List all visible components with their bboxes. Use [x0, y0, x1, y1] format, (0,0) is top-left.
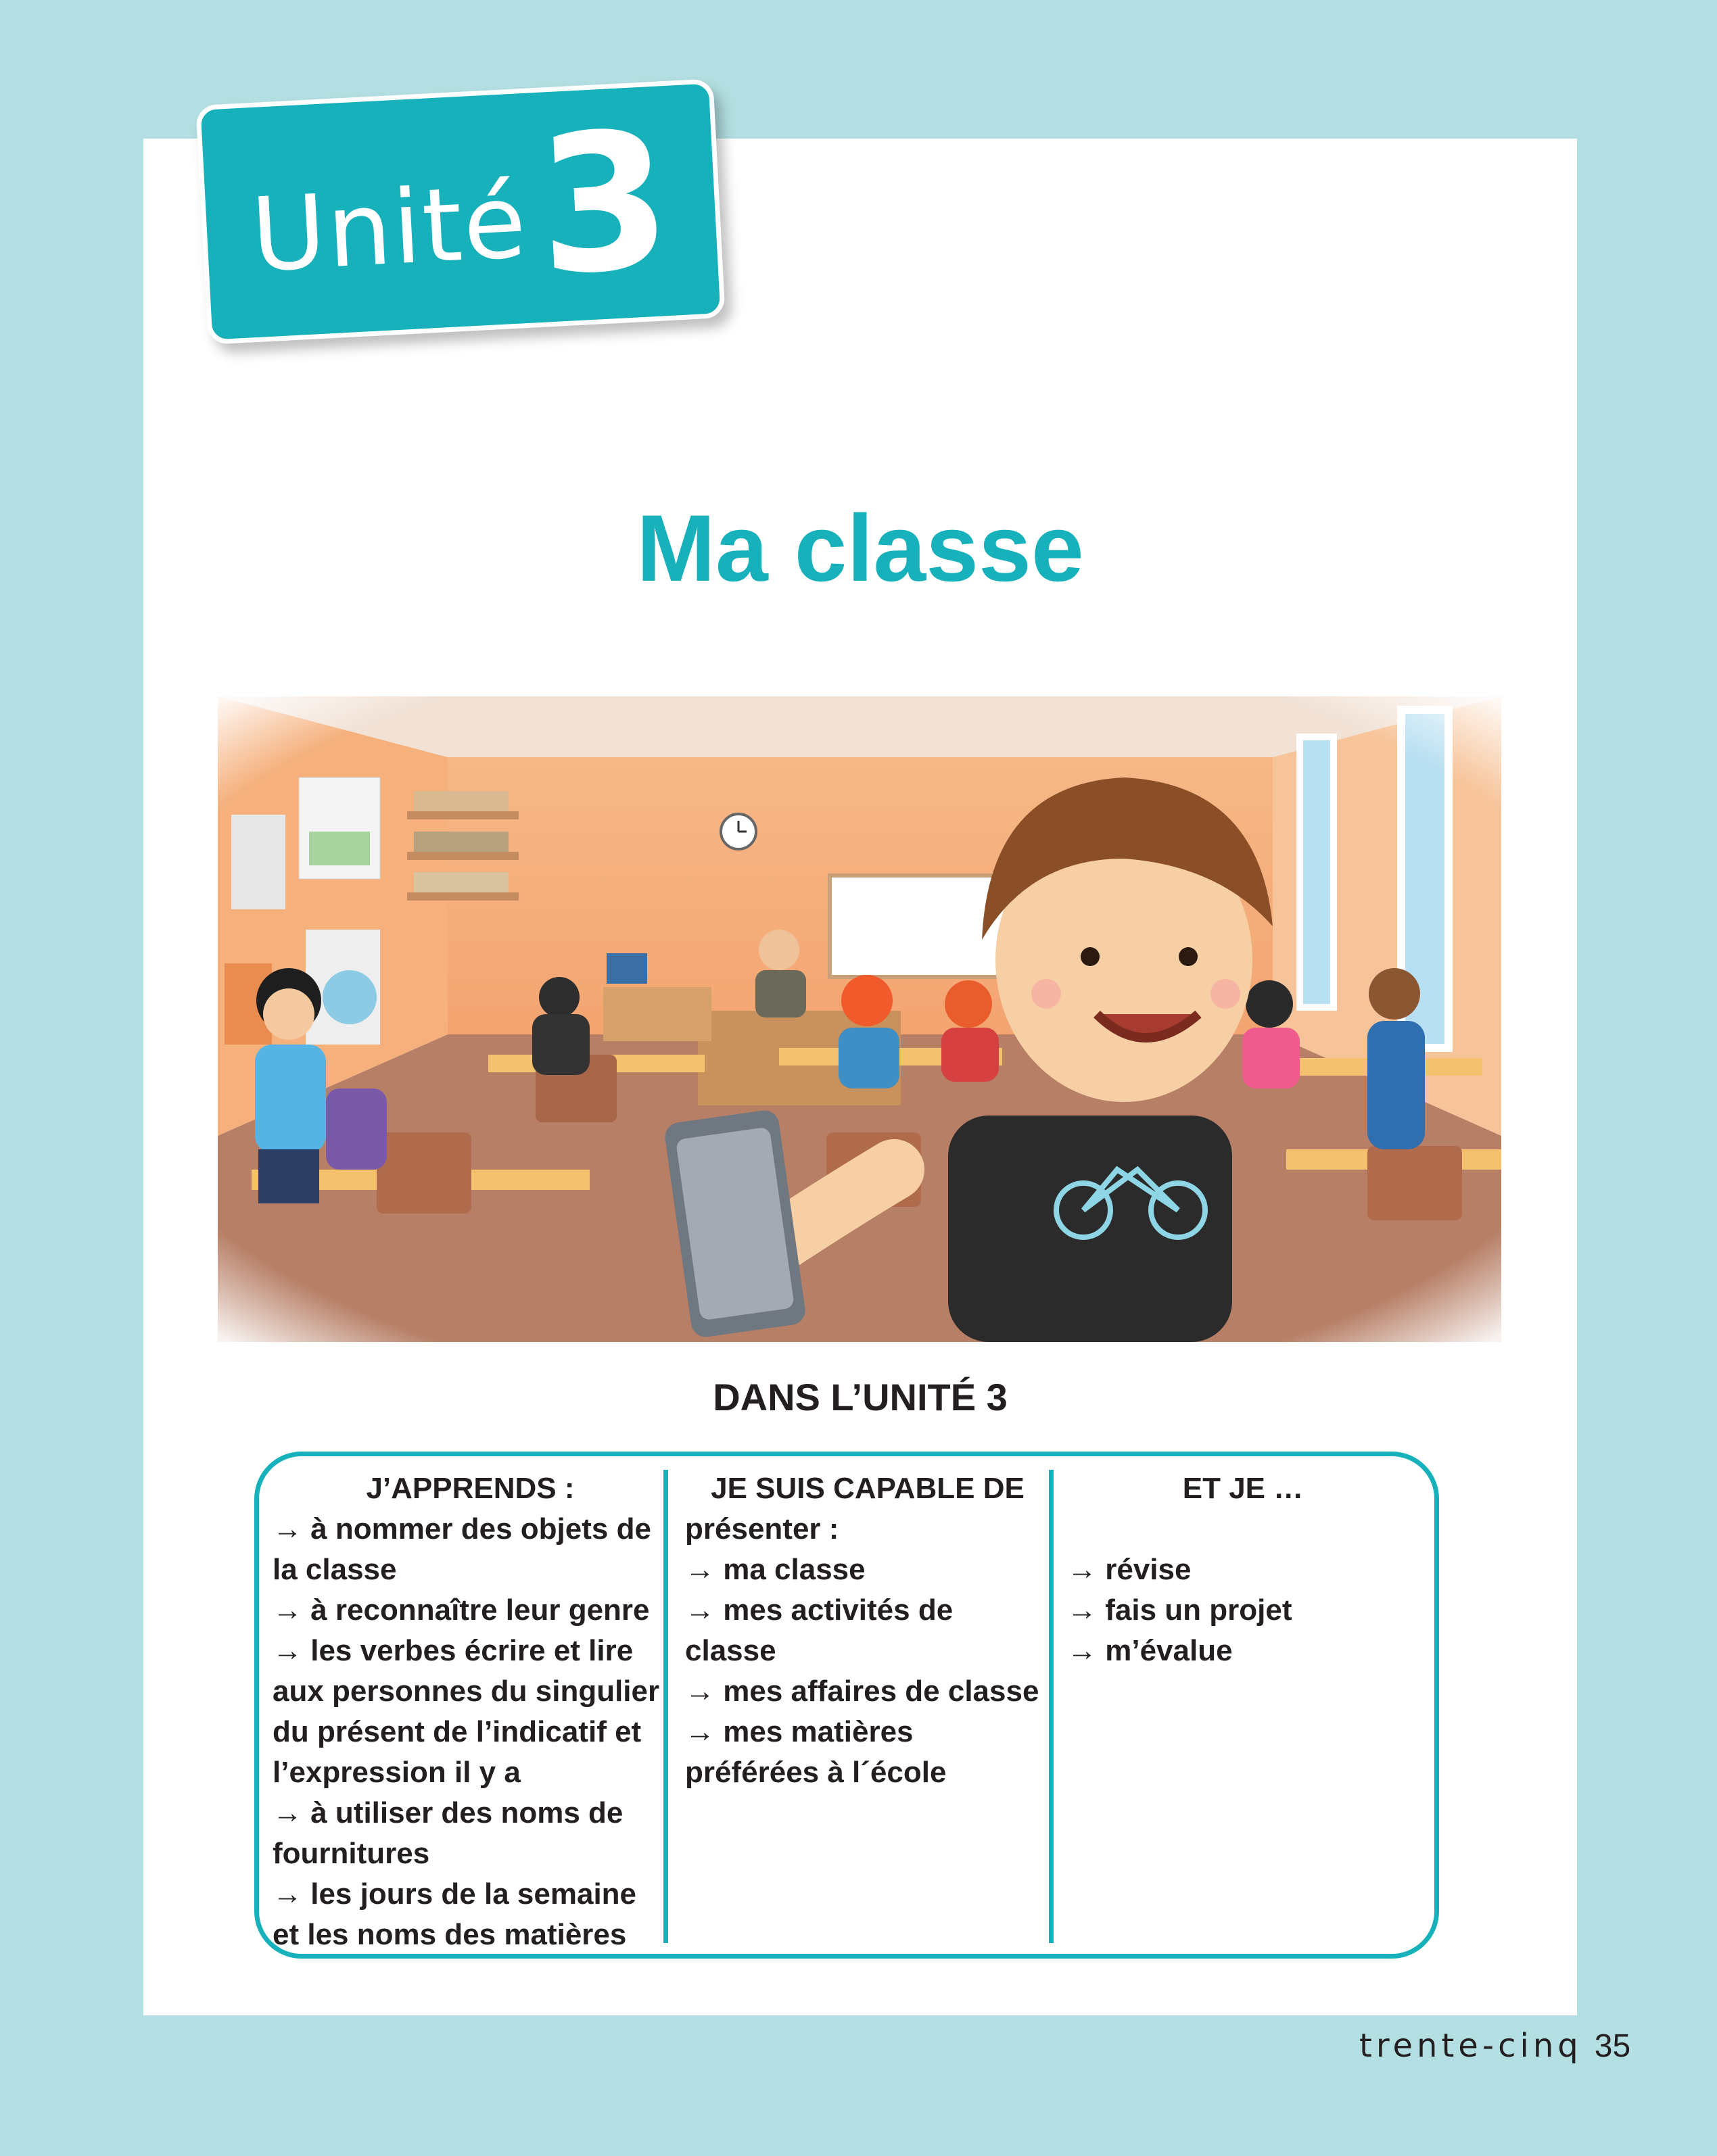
list-item: fournitures [273, 1837, 430, 1870]
list-item: → mes affaires de classe [685, 1675, 1039, 1708]
list-item: la classe [273, 1553, 397, 1586]
list-item: classe [685, 1634, 776, 1667]
unit-badge [195, 78, 725, 345]
column-divider [663, 1470, 668, 1943]
column-header: J’APPRENDS : [366, 1472, 575, 1505]
unit-label: Unité [248, 162, 530, 295]
column-divider [1049, 1470, 1054, 1943]
unit-number: 3 [532, 90, 676, 318]
column-je-suis-capable [685, 1468, 1050, 1793]
column-header: ET JE … [1182, 1472, 1304, 1505]
list-item: → les verbes écrire et lire [273, 1634, 634, 1667]
column-header: JE SUIS CAPABLE DE [711, 1472, 1025, 1505]
list-item: aux personnes du singulier [273, 1675, 660, 1708]
page-title: Ma classe [636, 495, 1084, 601]
page-number-word: trente-cinq [1359, 2027, 1582, 2065]
list-item: et les noms des matières [273, 1918, 627, 1951]
list-item: → révise [1067, 1553, 1192, 1586]
list-item: préférées à l´école [685, 1756, 947, 1789]
list-item: l’expression il y a [273, 1756, 521, 1789]
classroom-illustration [218, 696, 1501, 1342]
list-item: présenter : [685, 1512, 839, 1546]
list-item: → à utiliser des noms de [273, 1796, 624, 1829]
page-footer [1359, 2027, 1630, 2065]
list-item: → à nommer des objets de [273, 1512, 651, 1546]
list-item: → mes matières [685, 1715, 914, 1748]
list-item [1067, 1509, 1419, 1550]
list-item: du présent de l’indicatif et [273, 1715, 642, 1748]
list-item: → fais un projet [1067, 1594, 1292, 1627]
column-et-je [1067, 1468, 1419, 1671]
section-heading: DANS L’UNITÉ 3 [713, 1376, 1008, 1418]
list-item: → m’évalue [1067, 1634, 1233, 1667]
list-item: → mes activités de [685, 1594, 954, 1627]
list-item: → les jours de la semaine [273, 1877, 637, 1911]
list-item: → ma classe [685, 1553, 866, 1586]
unit-summary-box [254, 1452, 1439, 1959]
list-item: → à reconnaître leur genre [273, 1594, 650, 1627]
page-number: 35 [1594, 2028, 1631, 2064]
column-japprends [273, 1468, 668, 1955]
